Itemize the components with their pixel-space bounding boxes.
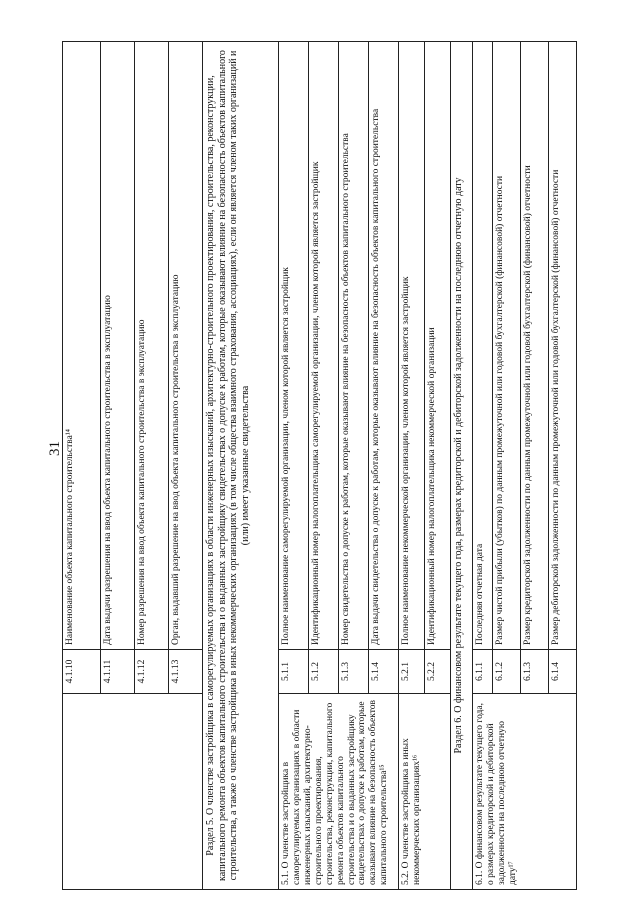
form-table [62, 41, 577, 890]
section-header-row [203, 42, 279, 890]
row-number: 5.2.2 [425, 650, 451, 694]
section-header-row [451, 42, 473, 890]
blank-cell [63, 694, 203, 890]
row-number: 4.1.12 [135, 650, 169, 694]
row-number: 5.1.1 [279, 650, 309, 694]
row-text: Размер дебиторской задолженности по данным промежуточной или годовой бухгалтерской (финансовой) отчетности [549, 42, 577, 650]
row-text: Размер чистой прибыли (убытков) по данным промежуточной или годовой бухгалтерской (финансовой) отчетности [493, 42, 521, 650]
group-6-1-label: 6.1. О финансовом результате текущего года, о размерах кредиторской и дебиторской задолженности на последнюю отчетную дату¹⁷ [473, 694, 577, 890]
group-5-2-label: 5.2. О членстве застройщика в иных некоммерческих организациях¹⁶ [399, 694, 451, 890]
row-number: 6.1.2 [493, 650, 521, 694]
row-number: 4.1.11 [101, 650, 135, 694]
row-text: Дата выдачи разрешения на ввод объекта капитального строительства в эксплуатацию [101, 42, 135, 650]
row-text: Полное наименование некоммерческой организации, членом которой является застройщик [399, 42, 425, 650]
table-row [473, 42, 493, 890]
row-number: 4.1.13 [169, 650, 203, 694]
row-text: Номер разрешения на ввод объекта капитального строительства в эксплуатацию [135, 42, 169, 650]
row-number: 6.1.4 [549, 650, 577, 694]
group-5-1-label: 5.1. О членстве застройщика в саморегулируемых организациях в области инженерных изысканий, архитектурно-строительного проектирования, строительства, реконструкции, капитального ремонта объектов капитального строительства и о выданных застройщику свидетельствах о допуске к работам, которые оказывают влияние на безопасность объектов капитального строительства¹⁵ [279, 694, 399, 890]
row-text: Размер кредиторской задолженности по данным промежуточной или годовой бухгалтерской (финансовой) отчетности [521, 42, 549, 650]
table-row [63, 42, 101, 890]
row-text: Последняя отчетная дата [473, 42, 493, 650]
table-row [279, 42, 309, 890]
row-text: Орган, выдавший разрешение на ввод объекта капитального строительства в эксплуатацию [169, 42, 203, 650]
row-number: 5.2.1 [399, 650, 425, 694]
document-sheet [62, 42, 562, 890]
row-text: Номер свидетельства о допуске к работам, которые оказывают влияние на безопасность объектов капитального строительства [339, 42, 369, 650]
table-row [399, 42, 425, 890]
row-number: 5.1.2 [309, 650, 339, 694]
row-text: Полное наименование саморегулируемой организации, членом которой является застройщик [279, 42, 309, 650]
row-text: Идентификационный номер налогоплательщика саморегулируемой организации, членом которой является застройщик [309, 42, 339, 650]
page-number: 31 [47, 441, 63, 456]
row-number: 6.1.3 [521, 650, 549, 694]
row-number: 6.1.1 [473, 650, 493, 694]
section-5-title: Раздел 5. О членстве застройщика в саморегулируемых организациях в области инженерных изысканий, архитектурно-строительного проектирования, строительства, реконструкции, капитального ремонта объектов капитального строительства и о выданных застройщику свидетельствах о допуске к работам, которые оказывают влияние на безопасность объектов капитального строительства, а также о членстве застройщика в иных некоммерческих организациях (в том числе общества взаимного страхования, ассоциациях), если он является членом таких организаций и (или) имеет указанные свидетельства [203, 42, 279, 890]
row-text: Идентификационный номер налогоплательщика некоммерческой организации [425, 42, 451, 650]
section-6-title: Раздел 6. О финансовом результате текущего года, размерах кредиторской и дебиторской задолженности на последнюю отчетную дату [451, 42, 473, 890]
row-number: 5.1.4 [369, 650, 399, 694]
row-number: 5.1.3 [339, 650, 369, 694]
row-number: 4.1.10 [63, 650, 101, 694]
row-text: Дата выдачи свидетельства о допуске к работам, которые оказывают влияние на безопасность объектов капитального строительства [369, 42, 399, 650]
row-text: Наименование объекта капитального строительства¹⁴ [63, 42, 101, 650]
